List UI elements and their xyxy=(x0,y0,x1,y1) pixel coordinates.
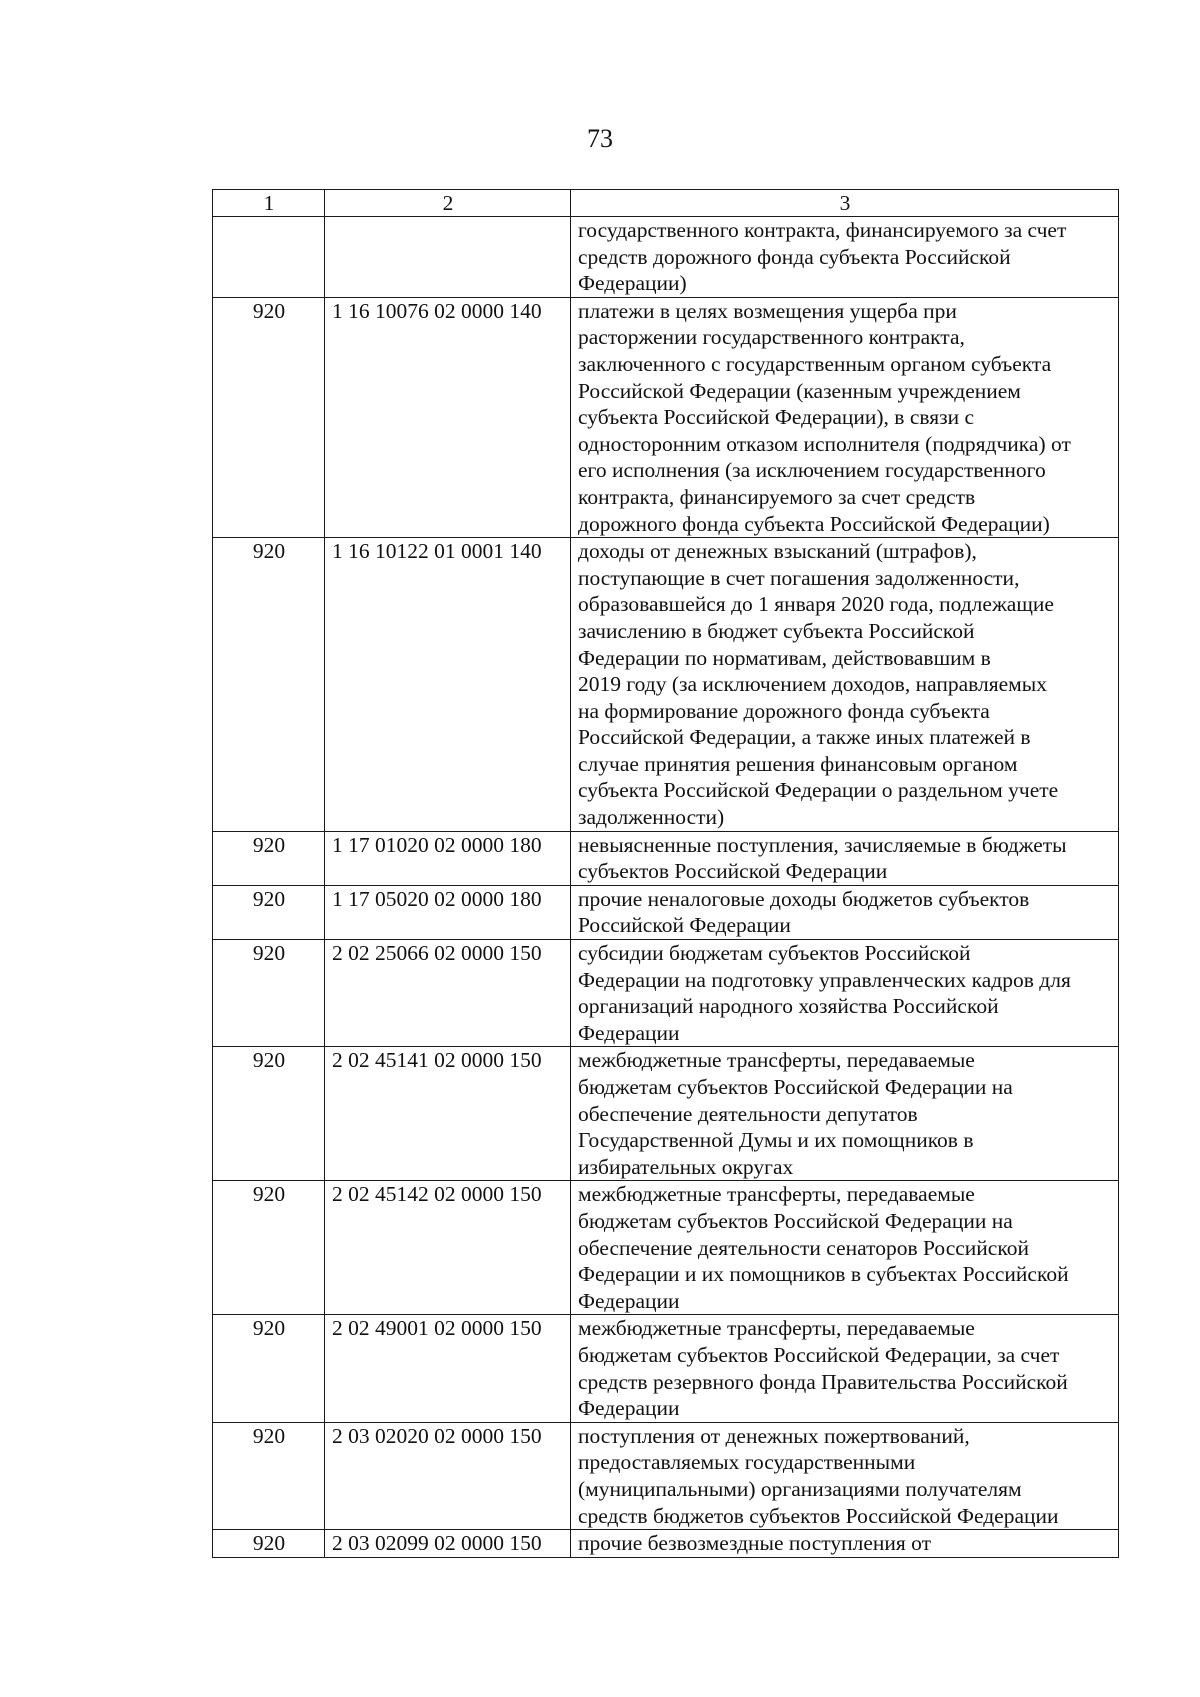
revenue-name-cell xyxy=(571,1422,1119,1529)
revenue-name-cell xyxy=(571,217,1119,298)
revenue-name-line: организаций народного хозяйства Российской xyxy=(578,994,999,1019)
revenue-name-line: заключенного с государственным органом субъекта xyxy=(578,351,1052,376)
revenue-name-line: бюджетам субъектов Российской Федерации на xyxy=(578,1075,1013,1099)
revenue-name-line: на формирование дорожного фонда субъекта xyxy=(578,698,990,723)
admin-code-cell: 920 xyxy=(213,1181,325,1315)
revenue-name-line: обеспечение деятельности депутатов xyxy=(578,1101,918,1126)
revenue-name-line: 2019 году (за исключением доходов, направляемых xyxy=(578,672,1047,697)
revenue-name-line: Федерации xyxy=(578,1020,680,1045)
revenue-name-cell xyxy=(571,1530,1119,1558)
revenue-name-line: избирательных округах xyxy=(578,1154,794,1179)
revenue-name-line: межбюджетные трансферты, передаваемые xyxy=(578,1048,975,1073)
admin-code-cell: 920 xyxy=(213,885,325,939)
revenue-name-line: субъектов Российской Федерации xyxy=(578,859,888,884)
header-column-2: 2 xyxy=(325,190,571,217)
revenue-name-cell xyxy=(571,885,1119,939)
revenue-name-line: зачислению в бюджет субъекта Российской xyxy=(578,618,975,643)
revenue-name-line: субъекта Российской Федерации), в связи с xyxy=(578,405,975,430)
admin-code-cell: 920 xyxy=(213,1530,325,1558)
table-row xyxy=(213,297,1119,537)
admin-code-cell xyxy=(213,217,325,298)
revenue-name-line: межбюджетные трансферты, передаваемые xyxy=(578,1316,975,1341)
revenue-codes-table xyxy=(212,189,1119,1558)
revenue-name-line: (муниципальными) организациями получателям xyxy=(578,1476,1022,1501)
revenue-name-cell xyxy=(571,831,1119,885)
header-column-3: 3 xyxy=(571,190,1119,217)
revenue-name-line: Российской Федерации xyxy=(578,913,791,938)
revenue-name-line: его исполнения (за исключением государственного xyxy=(578,458,1046,483)
revenue-name-line: задолженности) xyxy=(578,805,725,830)
table-row xyxy=(213,1047,1119,1181)
table-row xyxy=(213,1315,1119,1422)
revenue-name-line: случае принятия решения финансовым органом xyxy=(578,751,1018,776)
page-number xyxy=(0,124,1200,154)
revenue-name-line: образовавшейся до 1 января 2020 года, подлежащие xyxy=(578,592,1054,617)
revenue-name-line: поступления от денежных пожертвований, xyxy=(578,1423,970,1448)
revenue-name-cell xyxy=(571,538,1119,832)
revenue-code-cell: 1 16 10122 01 0001 140 xyxy=(325,538,571,832)
revenue-name-line: средств дорожного фонда субъекта Российской xyxy=(578,244,1011,269)
revenue-name-line: односторонним отказом исполнителя (подрядчика) от xyxy=(578,431,1071,456)
admin-code-cell: 920 xyxy=(213,1315,325,1422)
revenue-code-cell: 2 03 02099 02 0000 150 xyxy=(325,1530,571,1558)
revenue-name-line: Российской Федерации, а также иных платежей в xyxy=(578,725,1031,750)
revenue-code-cell: 2 02 25066 02 0000 150 xyxy=(325,940,571,1047)
revenue-name-line: средств резервного фонда Правительства Российской xyxy=(578,1369,1068,1394)
page-number-text: 73 xyxy=(587,124,613,153)
table-row xyxy=(213,217,1119,298)
admin-code-cell: 920 xyxy=(213,1422,325,1529)
admin-code-cell: 920 xyxy=(213,831,325,885)
revenue-code-cell: 2 02 45141 02 0000 150 xyxy=(325,1047,571,1181)
admin-code-cell: 920 xyxy=(213,538,325,832)
revenue-name-line: Федерации и их помощников в субъектах Российской xyxy=(578,1262,1069,1287)
admin-code-cell: 920 xyxy=(213,1047,325,1181)
table-body xyxy=(213,217,1119,1558)
revenue-name-line: межбюджетные трансферты, передаваемые xyxy=(578,1182,975,1207)
revenue-name-cell xyxy=(571,1315,1119,1422)
revenue-name-line: предоставляемых государственными xyxy=(578,1450,916,1475)
revenue-code-cell xyxy=(325,217,571,298)
revenue-name-line: Государственной Думы и их помощников в xyxy=(578,1128,974,1153)
revenue-name-line: обеспечение деятельности сенаторов Российской xyxy=(578,1235,1029,1260)
revenue-name-line: Федерации) xyxy=(578,271,687,296)
admin-code-cell: 920 xyxy=(213,297,325,537)
revenue-name-line: доходы от денежных взысканий (штрафов), xyxy=(578,539,977,564)
revenue-name-line: Федерации xyxy=(578,1288,680,1313)
table-row xyxy=(213,885,1119,939)
revenue-code-cell: 2 03 02020 02 0000 150 xyxy=(325,1422,571,1529)
header-column-1: 1 xyxy=(213,190,325,217)
table-row xyxy=(213,1530,1119,1558)
revenue-code-cell: 2 02 45142 02 0000 150 xyxy=(325,1181,571,1315)
revenue-name-line: невыясненные поступления, зачисляемые в бюджеты xyxy=(578,832,1067,857)
table-row xyxy=(213,1422,1119,1529)
revenue-name-cell xyxy=(571,940,1119,1047)
revenue-name-line: средств бюджетов субъектов Российской Федерации xyxy=(578,1503,1059,1528)
revenue-code-cell: 1 17 01020 02 0000 180 xyxy=(325,831,571,885)
table-header-row xyxy=(213,190,1119,217)
revenue-name-cell xyxy=(571,1181,1119,1315)
revenue-name-line: бюджетам субъектов Российской Федерации, за счет xyxy=(578,1342,1060,1367)
revenue-code-cell: 2 02 49001 02 0000 150 xyxy=(325,1315,571,1422)
revenue-name-line: прочие безвозмездные поступления от xyxy=(578,1531,932,1556)
revenue-name-line: платежи в целях возмещения ущерба при xyxy=(578,298,957,323)
revenue-name-line: поступающие в счет погашения задолженности, xyxy=(578,565,1020,590)
table-row xyxy=(213,831,1119,885)
revenue-name-line: Федерации xyxy=(578,1396,680,1421)
revenue-name-line: Федерации по нормативам, действовавшим в xyxy=(578,645,991,670)
admin-code-cell: 920 xyxy=(213,940,325,1047)
table-row xyxy=(213,538,1119,832)
revenue-name-cell xyxy=(571,1047,1119,1181)
revenue-name-cell xyxy=(571,297,1119,537)
revenue-name-line: Федерации на подготовку управленческих кадров для xyxy=(578,967,1071,992)
revenue-code-cell: 1 17 05020 02 0000 180 xyxy=(325,885,571,939)
revenue-name-line: субъекта Российской Федерации о раздельном учете xyxy=(578,778,1059,803)
table-row xyxy=(213,940,1119,1047)
revenue-name-line: субсидии бюджетам субъектов Российской xyxy=(578,941,971,966)
revenue-name-line: прочие неналоговые доходы бюджетов субъектов xyxy=(578,886,1030,911)
table-row xyxy=(213,1181,1119,1315)
revenue-name-line: государственного контракта, финансируемого за счет xyxy=(578,218,1067,242)
revenue-name-line: контракта, финансируемого за счет средств xyxy=(578,484,976,509)
revenue-name-line: дорожного фонда субъекта Российской Федерации) xyxy=(578,511,1050,536)
revenue-name-line: расторжении государственного контракта, xyxy=(578,325,965,350)
revenue-name-line: Российской Федерации (казенным учреждением xyxy=(578,378,1021,403)
revenue-code-cell: 1 16 10076 02 0000 140 xyxy=(325,297,571,537)
revenue-name-line: бюджетам субъектов Российской Федерации на xyxy=(578,1208,1013,1233)
